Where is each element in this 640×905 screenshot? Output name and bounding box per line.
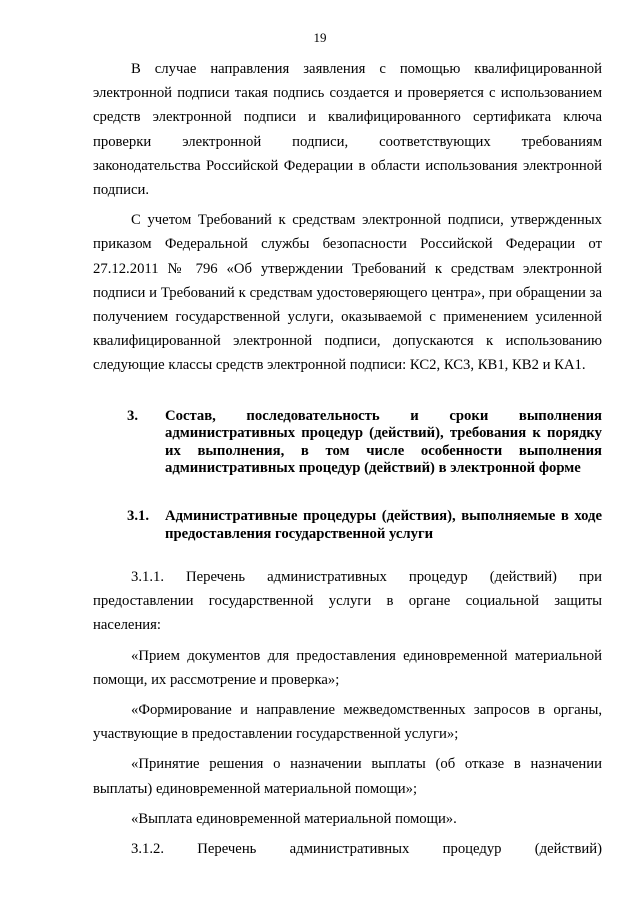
document-body: [93, 57, 602, 861]
paragraph-3-1-2: 3.1.2. Перечень административных процедур (действий): [131, 841, 602, 858]
procedure-item: «Формирование и направление межведомственных запросов в органы, участвующие в предоставлении государственной услуги»;: [93, 702, 602, 743]
procedure-item: «Прием документов для предоставления единовременной материальной помощи, их рассмотрение и проверка»;: [93, 647, 602, 688]
section-3-1-number: 3.1.: [127, 508, 150, 525]
section-3-heading: [93, 408, 602, 478]
section-3-1-heading: [93, 508, 602, 543]
section-3-1-title: Административные процедуры (действия), выполняемые в ходе предоставления государственной услуги: [165, 508, 602, 542]
page-number: 19: [313, 30, 327, 45]
section-3-title: Состав, последовательность и сроки выполнения административных процедур (действий), требования к порядку их выполнения, в том числе особенности выполнения административных процедур (действий) в электронной форме: [165, 407, 602, 477]
procedure-item: «Выплата единовременной материальной помощи».: [131, 810, 457, 827]
procedure-item: «Принятие решения о назначении выплаты (об отказе в назначении выплаты) единовременной материальной помощи»;: [93, 756, 602, 797]
section-3-number: 3.: [127, 407, 139, 424]
paragraph-signature-classes: С учетом Требований к средствам электронной подписи, утвержденных приказом Федеральной службы безопасности Российской Федерации от 27.12.2011 № 796 «Об утверждении Требований к средствам электронной подписи и Требований к средствам удостоверяющего центра», при обращении за получением государственной услуги, оказываемой с применением усиленной квалифицированной электронной подписи, допускаются к использованию следующие классы средств электронной подписи: КС2, КС3, КВ1, КВ2 и КА1.: [93, 212, 602, 374]
paragraph-3-1-1: 3.1.1. Перечень административных процедур (действий) при предоставлении государственной услуги в органе социальной защиты населения:: [93, 569, 602, 634]
paragraph-qualified-signature: В случае направления заявления с помощью квалифицированной электронной подписи такая подпись создается и проверяется с использованием средств электронной подписи и квалифицированного сертификата ключа проверки электронной подписи, соответствующих требованиям законодательства Российской Федерации в области использования электронной подписи.: [93, 61, 602, 199]
